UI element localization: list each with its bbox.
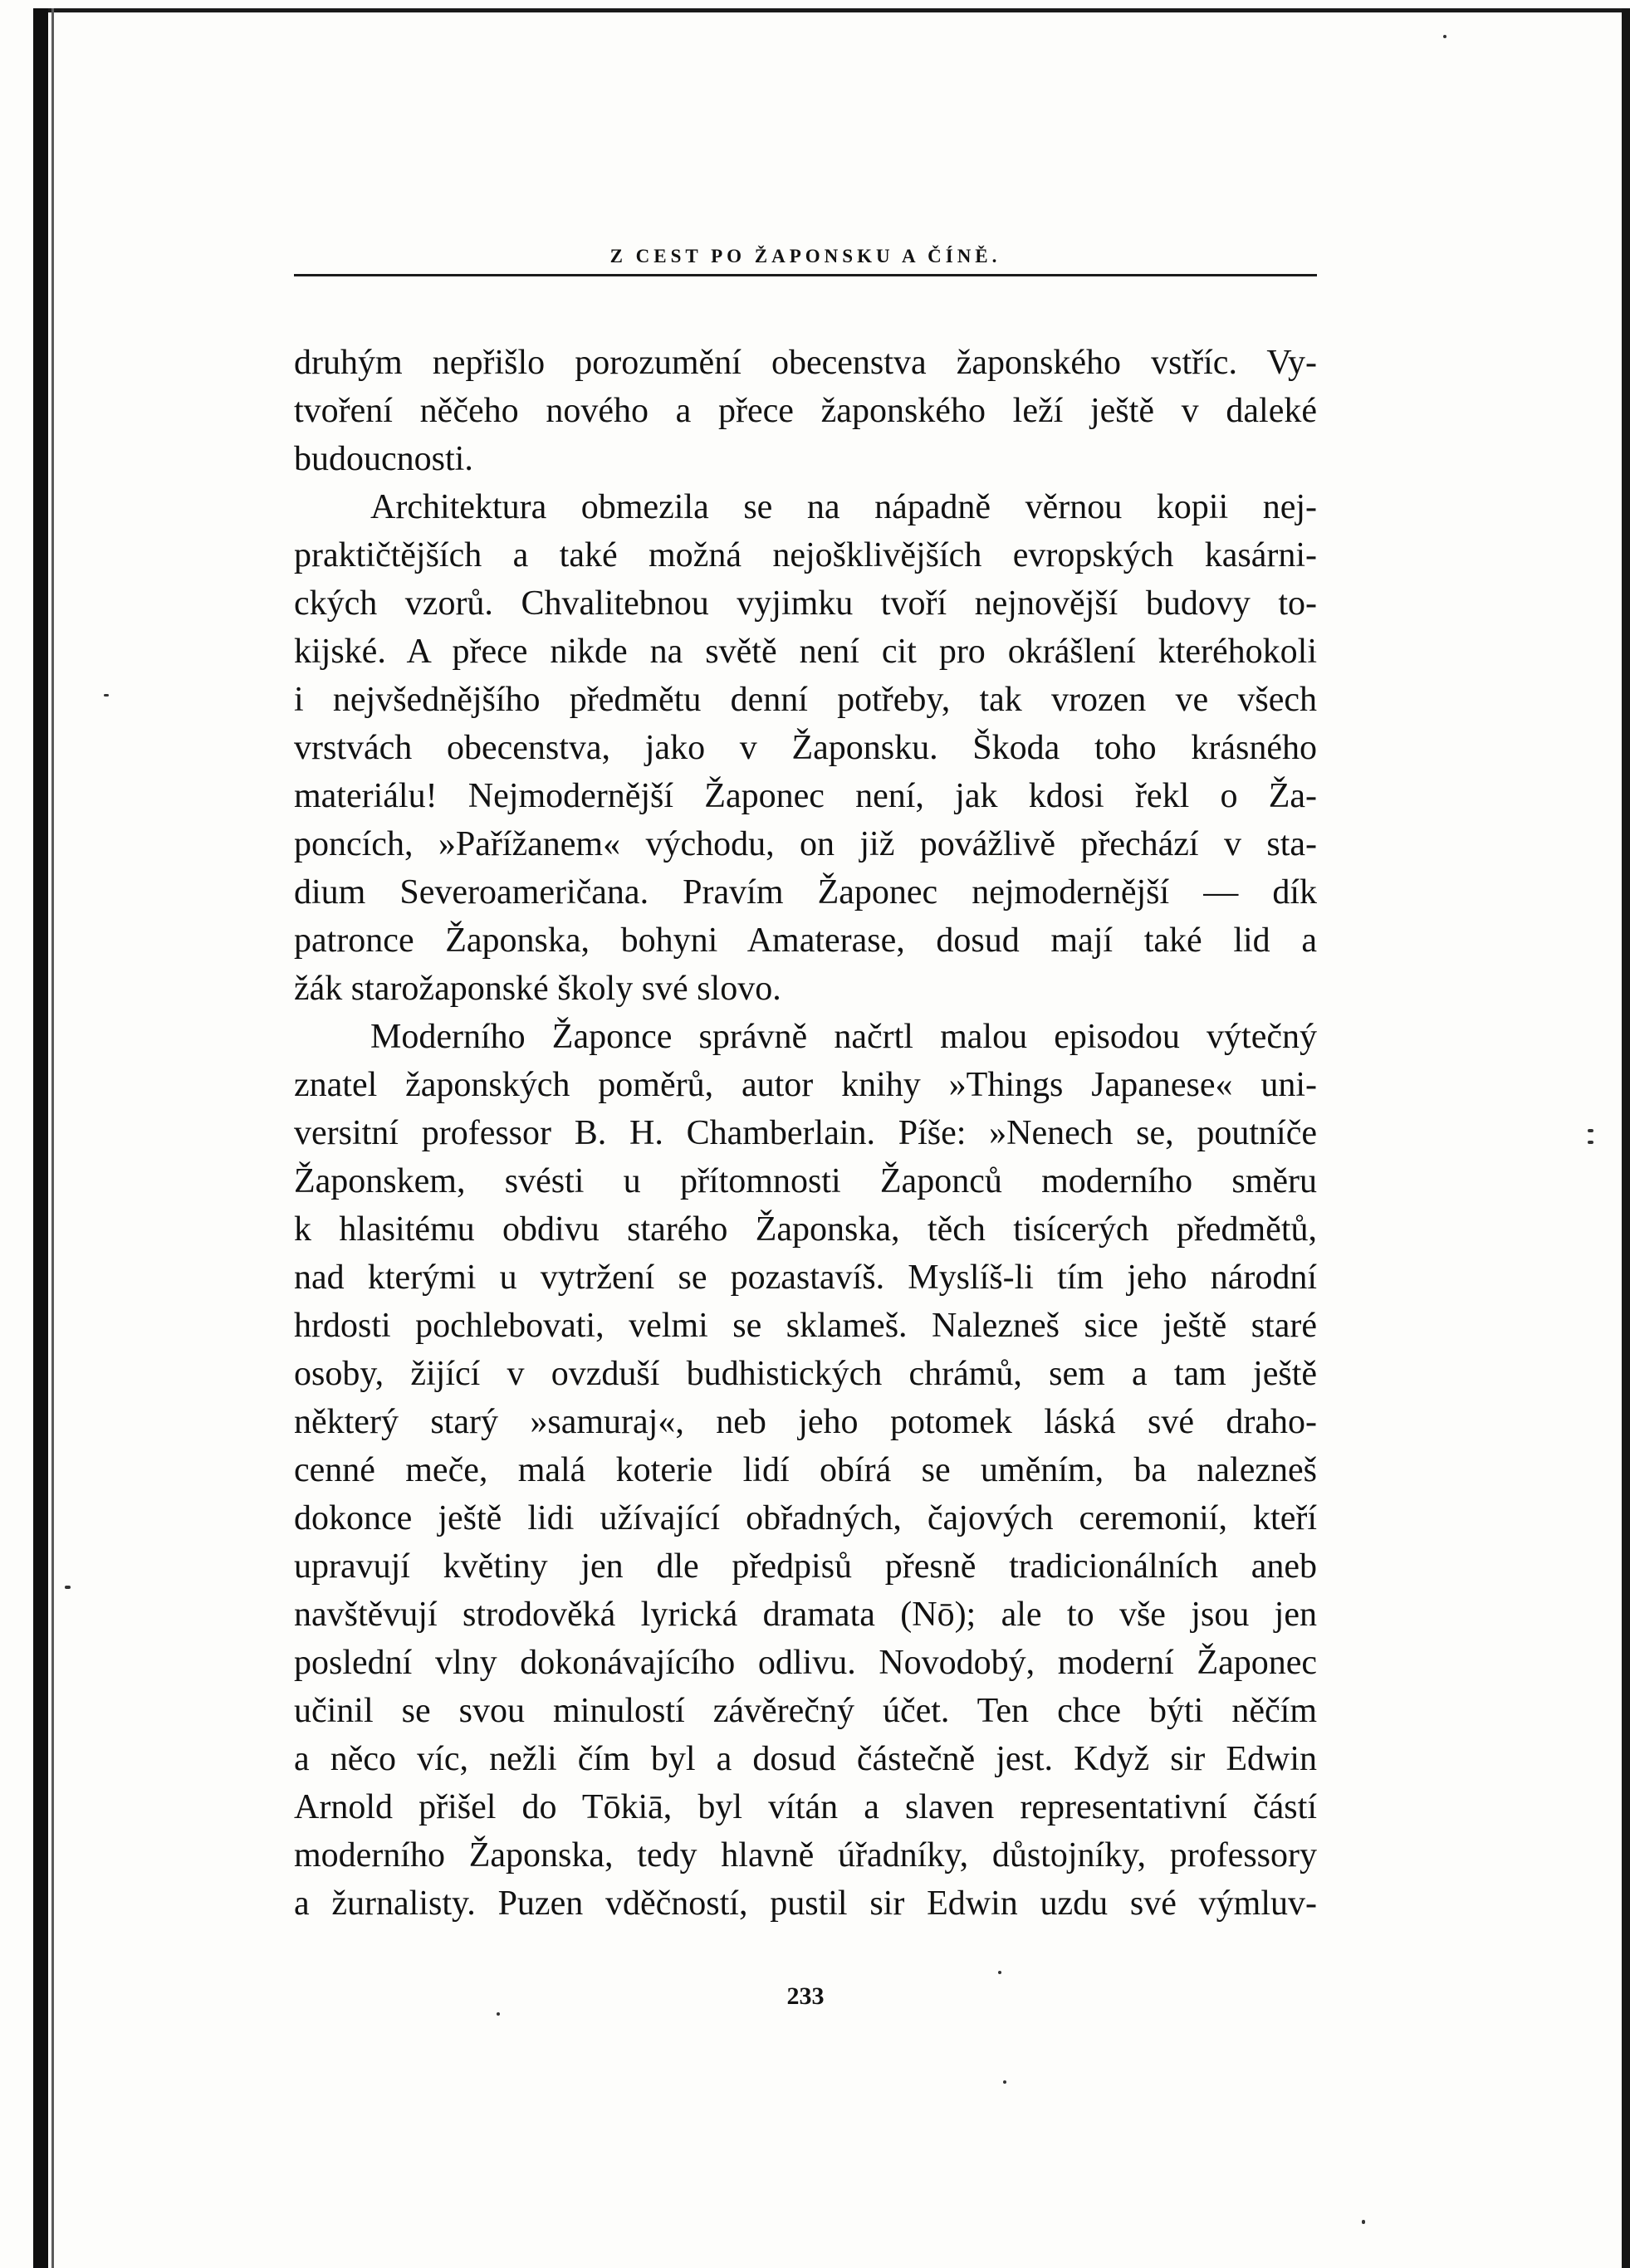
scan-speck — [1443, 35, 1446, 38]
text-line: nad kterými u vytržení se pozastavíš. Myslíš-li tím jeho národní — [294, 1259, 1317, 1297]
scan-frame-top — [33, 8, 1630, 12]
text-line: vrstvách obecenstva, jako v Žaponsku. Škoda toho krásného — [294, 729, 1317, 767]
page-number: 233 — [786, 1982, 825, 2010]
text-line: praktičtějších a také možná nejošklivějších evropských kasárni- — [294, 536, 1317, 574]
scan-speck — [1003, 2080, 1006, 2084]
text-line: cenné meče, malá koterie lidí obírá se uměním, ba nalezneš — [294, 1451, 1317, 1489]
text-line: upravují květiny jen dle předpisů přesně tradicionálních aneb — [294, 1547, 1317, 1586]
text-line: navštěvují strodověká lyrická dramata (Nō); ale to vše jsou jen — [294, 1596, 1317, 1634]
text-line: moderního Žaponska, tedy hlavně úřadníky, důstojníky, professory — [294, 1836, 1317, 1875]
text-line: Architektura obmezila se na nápadně věrnou kopii nej- — [370, 488, 1317, 526]
text-line: kijské. A přece nikde na světě není cit pro okrášlení kteréhokoli — [294, 633, 1317, 671]
text-line: Arnold přišel do Tōkiā, byl vítán a slaven representativní částí — [294, 1788, 1317, 1826]
scan-frame-left-inner — [51, 8, 54, 2268]
scan-frame-right — [1622, 8, 1630, 2268]
text-line: poslední vlny dokonávajícího odlivu. Novodobý, moderní Žaponec — [294, 1644, 1317, 1682]
scan-speck — [998, 1971, 1001, 1974]
text-line: dokonce ještě lidi užívající obřadných, čajových ceremonií, kteří — [294, 1499, 1317, 1537]
text-line: a něco víc, nežli čím byl a dosud částečně jest. Když sir Edwin — [294, 1740, 1317, 1778]
scan-speck — [1588, 1129, 1593, 1132]
text-line: tvoření něčeho nového a přece žaponského leží ještě v daleké — [294, 392, 1317, 430]
scan-speck — [1362, 2220, 1365, 2224]
text-line: Žaponskem, svésti u přítomnosti Žaponců moderního směru — [294, 1162, 1317, 1200]
running-title: Z CEST PO ŽAPONSKU A ČÍNĚ. — [609, 246, 1001, 266]
text-line: žák starožaponské školy své slovo. — [294, 970, 781, 1008]
text-line: druhým nepřišlo porozumění obecenstva žaponského vstříc. Vy- — [294, 344, 1317, 382]
text-line: Moderního Žaponce správně načrtl malou episodou výtečný — [370, 1018, 1317, 1056]
text-line: i nejvšednějšího předmětu denní potřeby, tak vrozen ve všech — [294, 681, 1317, 719]
text-line: znatel žaponských poměrů, autor knihy »Things Japanese« uni- — [294, 1066, 1317, 1104]
text-line: patronce Žaponska, bohyni Amaterase, dosud mají také lid a — [294, 921, 1317, 960]
text-line: k hlasitému obdivu starého Žaponska, těch tisícerých předmětů, — [294, 1210, 1317, 1249]
text-line: některý starý »samuraj«, neb jeho potomek láská své draho- — [294, 1403, 1317, 1441]
text-line: a žurnalisty. Puzen vděčností, pustil sir Edwin uzdu své výmluv- — [294, 1884, 1317, 1923]
text-line: dium Severoameričana. Pravím Žaponec nejmodernější — dík — [294, 873, 1317, 912]
scan-speck — [104, 694, 109, 697]
text-line: poncích, »Pařížanem« východu, on již povážlivě přechází v sta- — [294, 825, 1317, 863]
text-line: hrdosti pochlebovati, velmi se sklameš. Nalezneš sice ještě staré — [294, 1307, 1317, 1345]
text-line: učinil se svou minulostí závěrečný účet. Ten chce býti něčím — [294, 1692, 1317, 1730]
scan-speck — [65, 1586, 71, 1589]
body-text — [294, 339, 1317, 1928]
header-rule — [294, 274, 1317, 276]
text-line: materiálu! Nejmodernější Žaponec není, jak kdosi řekl o Ža- — [294, 777, 1317, 815]
scan-speck — [1588, 1141, 1593, 1144]
text-line: ckých vzorů. Chvalitebnou vyjimku tvoří nejnovější budovy to- — [294, 584, 1317, 623]
text-line: budoucnosti. — [294, 440, 473, 478]
text-line: versitní professor B. H. Chamberlain. Píše: »Nenech se, poutníče — [294, 1114, 1317, 1152]
text-line: osoby, žijící v ovzduší budhistických chrámů, sem a tam ještě — [294, 1355, 1317, 1393]
scan-speck — [497, 2012, 500, 2016]
scan-frame-left — [33, 8, 48, 2268]
